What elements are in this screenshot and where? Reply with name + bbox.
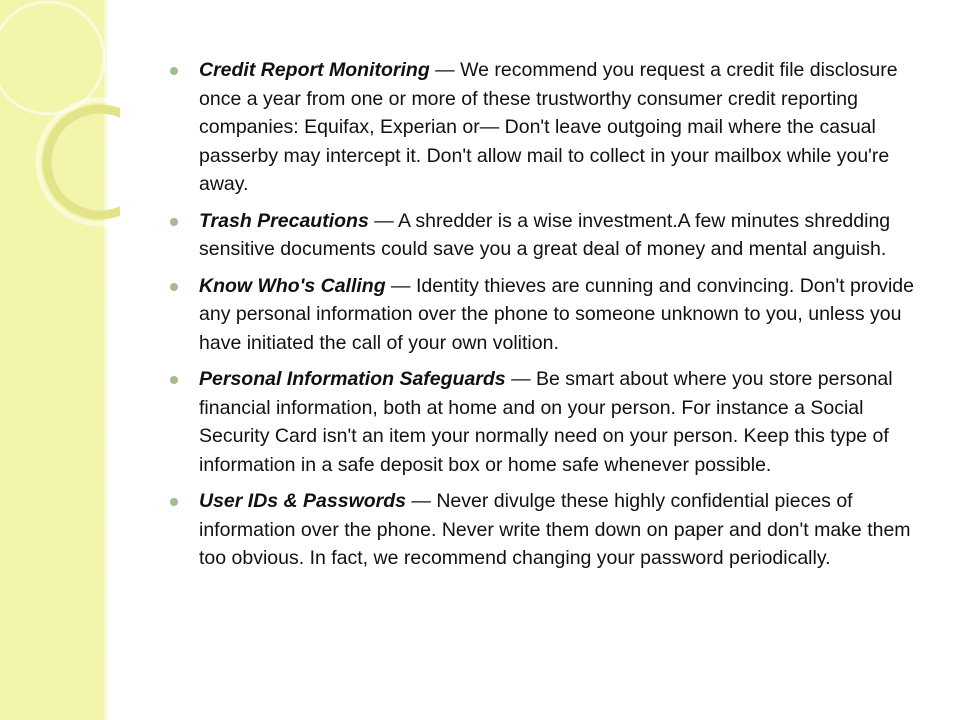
bullet-icon <box>170 218 178 226</box>
item-body: — Never divulge these highly confidential pieces of information over the phone. Never write them down on paper and don't make them too obvious. In fact, we recommend changing your password periodically. <box>199 490 911 569</box>
item-body: — Identity thieves are cunning and convincing. Don't provide any personal information over the phone to someone unknown to you, unless you have initiated the call of your own volition. <box>199 274 914 354</box>
upper-ring <box>0 2 104 114</box>
bullet-icon <box>170 67 178 75</box>
list-item <box>166 56 936 199</box>
item-body: — We recommend you request a credit file disclosure once a year from one or more of these trustworthy consumer credit reporting companies: Equifax, Experian or— Don't leave outgoing mail where the casual passerby may intercept it. Don't allow mail to collect in your mailbox while you're away. <box>199 59 898 195</box>
item-title: Personal Information Safeguards <box>199 368 506 390</box>
list-item <box>166 487 936 573</box>
item-title: Trash Precautions <box>199 209 369 232</box>
middle-ring <box>47 109 120 215</box>
bullet-icon <box>170 498 178 506</box>
bullet-icon <box>170 283 178 291</box>
list-item <box>166 365 936 479</box>
item-title: Know Who's Calling <box>199 274 386 297</box>
decorative-rings <box>0 0 120 300</box>
item-title: Credit Report Monitoring <box>199 59 430 81</box>
item-body: — A shredder is a wise investment.A few minutes shredding sensitive documents could save you a great deal of money and mental anguish. <box>199 209 891 260</box>
item-body: — Be smart about where you store personal financial information, both at home and on your person. For instance a Social Security Card isn't an item your normally need on your person. Keep this type of information in a safe deposit box or home safe whenever possible. <box>199 368 893 476</box>
list-item <box>166 207 936 264</box>
bullet-icon <box>170 376 178 384</box>
bullet-list <box>166 56 936 581</box>
item-title: User IDs & Passwords <box>199 490 407 512</box>
list-item <box>166 272 936 358</box>
